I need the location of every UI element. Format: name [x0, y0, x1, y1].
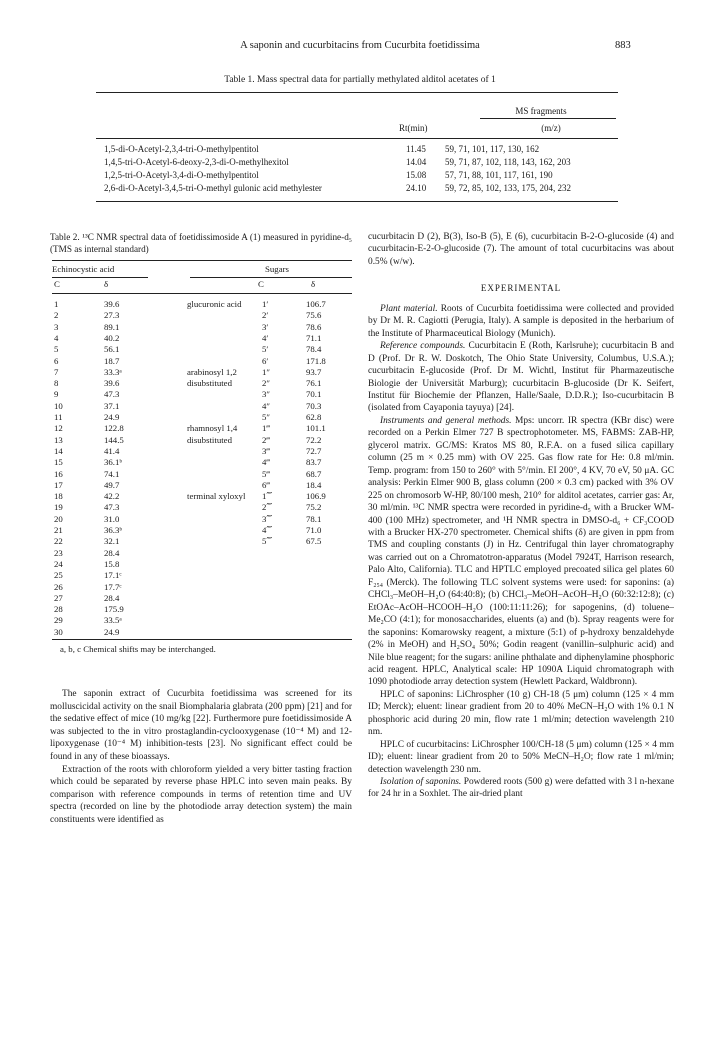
- table-row: [104, 170, 618, 182]
- sugar-shift: 76.1: [306, 378, 322, 389]
- sugar-name: arabinosyl 1,2: [187, 366, 237, 377]
- carbon-shift: 36.3ᵇ: [104, 525, 123, 535]
- table-row: [52, 435, 352, 446]
- carbon-shift: 33.5ᵃ: [104, 615, 122, 626]
- carbon-shift: 42.2: [104, 491, 120, 502]
- section-heading: EXPERIMENTAL: [480, 283, 562, 294]
- table2-col-sugar-c: C: [258, 279, 264, 289]
- table2-top-rule: [52, 260, 352, 261]
- sugar-carbon: 4⁗: [262, 525, 273, 535]
- table-row: [52, 627, 352, 638]
- carbon-number: 25: [54, 570, 63, 581]
- table1-top-rule: [96, 92, 618, 93]
- table2-group-echinocystic: Echinocystic acid: [52, 264, 115, 274]
- carbon-number: 21: [54, 525, 63, 535]
- sugar-shift: 106.9: [306, 491, 326, 502]
- carbon-number: 11: [54, 412, 63, 422]
- sugar-name: terminal xyloxyl: [187, 491, 246, 502]
- carbon-shift: 47.3: [104, 502, 120, 513]
- carbon-number: 17: [54, 479, 63, 490]
- page-number: 883: [615, 40, 631, 51]
- sugar-carbon: 1″: [262, 366, 271, 377]
- carbon-number: 10: [54, 400, 63, 411]
- alditol-name: 2,6-di-O-Acetyl-3,4,5-tri-O-methyl gulonic acid methylester: [104, 183, 322, 193]
- sugar-shift: 67.5: [306, 536, 322, 547]
- table-row: [52, 333, 352, 344]
- table1-bottom-rule: [96, 201, 618, 202]
- carbon-shift: 39.6: [104, 378, 120, 389]
- carbon-shift: 17.7ᶜ: [104, 581, 122, 592]
- table-row: [52, 548, 352, 559]
- paragraph: [368, 689, 674, 739]
- carbon-number: 16: [54, 468, 63, 479]
- table-row: [52, 356, 352, 367]
- carbon-shift: 28.4: [104, 547, 120, 558]
- sugar-shift: 72.2: [306, 434, 322, 445]
- table-row: [52, 604, 352, 615]
- right-column-text: [368, 231, 674, 801]
- table1-caption: Table 1. Mass spectral data for partially methylated alditol acetates of 1: [224, 75, 496, 85]
- paragraph-text: Roots of Cucurbita foetidissima were collected and provided by Dr M. R. Cagiotti (Perugia, Italy). A sample is deposited in the herbarium of the Institute of Pharmaceutical Biology (Munich).: [368, 303, 674, 339]
- paragraph-text: HPLC of saponins: LiChrospher (10 g) CH-18 (5 μm) column (125 × 4 mm ID; Merck); eluent: linear gradient from 20 to 40% MeCN–H₂O with 1% 0.1 N phosphoric acid during 20 min, flow rate 1 ml/min; detection wavelength 210 nm.: [368, 689, 674, 738]
- table2-col-c: C: [54, 279, 60, 289]
- paragraph-text: HPLC of cucurbitacins: LiChrospher 100/CH-18 (5 μm) column (125 × 4 mm ID); eluent: linear gradient from 20 to 50% MeCN–H₂O; flow rate 1 ml/min; detection wavelength 230 nm.: [368, 739, 674, 775]
- table-row: [52, 389, 352, 400]
- carbon-number: 22: [54, 536, 63, 547]
- carbon-shift: 56.1: [104, 344, 120, 355]
- sugar-shift: 101.1: [306, 423, 326, 434]
- carbon-number: 27: [54, 592, 63, 603]
- table2-col-sugar-delta: δ: [311, 279, 316, 289]
- carbon-shift: 47.3: [104, 389, 120, 400]
- run-in-heading: Reference compounds.: [380, 341, 466, 352]
- carbon-number: 6: [54, 355, 59, 366]
- alditol-name: 1,4,5-tri-O-Acetyl-6-deoxy-2,3-di-O-methylhexitol: [104, 157, 289, 167]
- carbon-number: 30: [54, 626, 63, 637]
- table-row: [52, 480, 352, 491]
- table-row: [52, 412, 352, 423]
- sugar-carbon: 1⁗: [262, 491, 273, 502]
- carbon-number: 28: [54, 604, 63, 615]
- sugar-shift: 78.1: [306, 513, 322, 524]
- sugar-carbon: 4‴: [262, 457, 271, 468]
- carbon-number: 15: [54, 457, 63, 468]
- table2-caption: Table 2. ¹³C NMR spectral data of foetidissimoside A (1) measured in pyridine-d₅ (TMS as internal standard): [50, 232, 352, 254]
- table2-header-rule: [52, 293, 352, 294]
- carbon-shift: 28.4: [104, 592, 120, 603]
- carbon-number: 1: [54, 299, 59, 309]
- carbon-shift: 37.1: [104, 400, 120, 411]
- table-row: [52, 536, 352, 547]
- ms-fragments: 59, 71, 101, 117, 130, 162: [445, 144, 540, 154]
- sugar-shift: 18.4: [306, 479, 322, 490]
- carbon-number: 24: [54, 558, 63, 569]
- table2-footnote: a, b, c Chemical shifts may be interchanged.: [60, 644, 216, 654]
- sugar-carbon: 5″: [262, 412, 271, 422]
- sugar-shift: 78.6: [306, 321, 322, 332]
- sugar-name: glucuronic acid: [187, 299, 242, 309]
- carbon-shift: 18.7: [104, 355, 120, 366]
- table2-group2-rule: [190, 277, 352, 278]
- table1-ms-rule: [480, 118, 616, 119]
- table-row: [52, 559, 352, 570]
- carbon-number: 20: [54, 513, 63, 524]
- carbon-shift: 89.1: [104, 321, 120, 332]
- sugar-shift: 68.7: [306, 468, 322, 479]
- carbon-shift: 122.8: [104, 423, 124, 434]
- alditol-name: 1,2,5-tri-O-Acetyl-3,4-di-O-methylpentitol: [104, 170, 259, 180]
- table1-ms-header: MS fragments: [515, 106, 567, 116]
- carbon-shift: 74.1: [104, 468, 120, 479]
- carbon-number: 7: [54, 366, 59, 377]
- paragraph-text: Cucurbitacin E (Roth, Karlsruhe); cucurbitacin B and D (Prof. Dr R. W. Doskotch, The Ohio State University, Columbus, U.S.A.); cucurbitacin E-glucoside (Prof. Dr M. Wichtl, Institut für Pharmazeutische Biologie der Universität Marburg); cucurbitacin B-glucoside (Dr K. Seifert, Institut für Biochemie der Pflanzen, Halle/Saale, D.D.R.); Iso-cucurbitacin B (isolated from Cayaponia tayuya) [24].: [368, 341, 674, 414]
- paragraph: The saponin extract of Cucurbita foetidissima was screened for its molluscicidal activity on the snail Biomphalaria glabrata (200 ppm) [21] and for the sedative effect of mice (10 mg/kg [22]. Furthermore pure foetidissimoside A was subjected to the in vitro prostaglandin-cyclooxygenase (10⁻⁴ M) and 12-lipoxygenase (10⁻⁴ M) inhibition-tests [23]. No significant effect could be found in any of these bioassays.: [50, 689, 352, 762]
- sugar-shift: 70.1: [306, 389, 322, 400]
- carbon-number: 23: [54, 547, 63, 558]
- sugar-carbon: 3⁗: [262, 513, 273, 524]
- carbon-shift: 32.1: [104, 536, 120, 547]
- table1-rt-header: Rt(min): [399, 123, 428, 133]
- carbon-shift: 33.3ᵃ: [104, 366, 122, 377]
- carbon-shift: 27.3: [104, 310, 120, 321]
- left-column-text: [50, 688, 352, 827]
- carbon-number: 5: [54, 344, 59, 355]
- sugar-carbon: 2′: [262, 310, 269, 321]
- run-in-heading: Instruments and general methods.: [380, 415, 512, 426]
- table-row: [52, 344, 352, 355]
- table-row: [52, 367, 352, 378]
- sugar-carbon: 5′: [262, 344, 269, 355]
- sugar-carbon: 2‴: [262, 434, 271, 445]
- carbon-shift: 41.4: [104, 445, 120, 456]
- carbon-shift: 15.8: [104, 558, 120, 569]
- table-row: [52, 299, 352, 310]
- sugar-name: rhamnosyl 1,4: [187, 423, 238, 434]
- sugar-shift: 83.7: [306, 457, 322, 468]
- sugar-carbon: 3′: [262, 321, 269, 332]
- sugar-shift: 75.2: [306, 502, 322, 513]
- run-in-heading: Plant material.: [380, 303, 438, 314]
- table-row: [52, 310, 352, 321]
- sugar-carbon: 5⁗: [262, 536, 273, 547]
- carbon-shift: 144.5: [104, 434, 124, 445]
- table-row: [52, 457, 352, 468]
- table2-group1-rule: [52, 277, 148, 278]
- sugar-carbon: 2⁗: [262, 502, 273, 513]
- carbon-shift: 24.9: [104, 412, 120, 422]
- retention-time: 24.10: [406, 183, 427, 193]
- table-row: [104, 183, 618, 195]
- running-title: A saponin and cucurbitacins from Cucurbita foetidissima: [240, 40, 480, 51]
- sugar-shift: 75.6: [306, 310, 322, 321]
- carbon-shift: 40.2: [104, 332, 120, 343]
- table-row: [52, 593, 352, 604]
- ms-fragments: 57, 71, 88, 101, 117, 161, 190: [445, 170, 553, 180]
- table-row: [52, 514, 352, 525]
- paragraph: [368, 739, 674, 776]
- ms-fragments: 59, 71, 87, 102, 118, 143, 162, 203: [445, 157, 571, 167]
- table-row: [52, 491, 352, 502]
- table-row: [52, 502, 352, 513]
- carbon-number: 29: [54, 615, 63, 626]
- carbon-shift: 31.0: [104, 513, 120, 524]
- run-in-heading: Isolation of saponins.: [380, 777, 462, 788]
- carbon-shift: 175.9: [104, 604, 124, 615]
- carbon-number: 14: [54, 445, 63, 456]
- carbon-number: 9: [54, 389, 59, 400]
- sugar-shift: 106.7: [306, 299, 326, 309]
- table-row: [52, 401, 352, 412]
- carbon-shift: 36.1ᵇ: [104, 457, 123, 468]
- retention-time: 14.04: [406, 157, 427, 167]
- table-row: [52, 322, 352, 333]
- sugar-shift: 71.1: [306, 332, 322, 343]
- paragraph: [368, 303, 674, 340]
- retention-time: 11.45: [406, 144, 426, 154]
- sugar-name: disubstituted: [187, 378, 232, 389]
- sugar-shift: 93.7: [306, 366, 322, 377]
- sugar-carbon: 4″: [262, 400, 271, 411]
- carbon-shift: 24.9: [104, 626, 120, 637]
- table-row: [52, 525, 352, 536]
- sugar-carbon: 2″: [262, 378, 271, 389]
- carbon-number: 2: [54, 310, 59, 321]
- paragraph: Extraction of the roots with chloroform yielded a very bitter tasting fraction which could be separated by reverse phase HPLC into seven main peaks. By comparison with reference compounds in terms of retention time and UV spectra (recorded on line by the photodiode array detection system) the main constituents were identified as: [50, 764, 352, 825]
- table1-header-rule: [96, 138, 618, 139]
- carbon-number: 4: [54, 332, 59, 343]
- retention-time: 15.08: [406, 170, 427, 180]
- paragraph: [368, 340, 674, 415]
- carbon-number: 19: [54, 502, 63, 513]
- intro-paragraph: cucurbitacin D (2), B(3), Iso-B (5), E (6), cucurbitacin B-2-O-glucoside (4) and cucurbitacin-E-2-O-glucoside (7). The amount of total cucurbitacins was about 0.5% (w/w).: [368, 232, 674, 267]
- paragraph: [368, 776, 674, 801]
- table-row: [52, 446, 352, 457]
- carbon-shift: 39.6: [104, 299, 120, 309]
- sugar-carbon: 6′: [262, 355, 269, 366]
- table-row: [52, 378, 352, 389]
- sugar-name: disubstituted: [187, 434, 232, 445]
- table2-col-delta: δ: [104, 279, 109, 289]
- table-row: [52, 570, 352, 581]
- table-row: [52, 469, 352, 480]
- sugar-shift: 171.8: [306, 355, 326, 366]
- ms-fragments: 59, 72, 85, 102, 133, 175, 204, 232: [445, 183, 571, 193]
- carbon-number: 13: [54, 434, 63, 445]
- sugar-shift: 62.8: [306, 412, 322, 422]
- sugar-shift: 70.3: [306, 400, 322, 411]
- sugar-carbon: 1‴: [262, 423, 271, 434]
- table2-bottom-rule: [52, 639, 352, 640]
- sugar-carbon: 3‴: [262, 445, 271, 456]
- alditol-name: 1,5-di-O-Acetyl-2,3,4-tri-O-methylpentitol: [104, 144, 259, 154]
- table2-group-sugars: Sugars: [265, 264, 289, 274]
- sugar-carbon: 6‴: [262, 479, 271, 490]
- table1-mz-header: (m/z): [541, 123, 561, 133]
- paragraph-text: Mps: uncorr. IR spectra (KBr disc) were recorded on a Perkin Elmer 727 B spectrophotometer. MS, FABMS: ZAB-HP, glycerol matrix. GC/MS: Kratos MS 80, R.F.A. on a fused silica capillary column (25 m × 0.25 mm) with OV 225. Gas flow rate for He: 0.8 ml/min. Temp. program: from 150 to 260° with 5°/min. EI 200°, 4 KV, 70 eV, 50 μA. GC analysis: Perkin Elmer 900 B, glass column (200 × 0.3 cm) packed with 3% OV 225 on chromosorb W-HP, 80/100 mesh, 210° for alditol acetates, carrier gas: Ar, 30 ml/min. ¹³C NMR spectra were recorded in pyridine-d₅ with a Brucker WM-400 (100 MHz) spectrometer, and ¹H NMR spectra in DMSO-d₆ + CF₃COOD with a Brucker HX-270 spectrometer. Chemical shifts (δ) are given in ppm from TMS and coupling constants (J) in Hz. Centrifugal thin layer chromatography was carried out on a Chromatotron-apparatus (Model 7924T, Harrison research, Palo Alto, California). TLC and HPTLC employed precoated silica gel plates 60 F₂₅₄ (Merck). The following TLC solvent systems were used: for saponins: (a) CHCl₃–MeOH–H₂O (64:40:8); (b) CHCl₃–MeOH–AcOH–H₂O (60:32:12:8); (c) EtOAc–AcOH–HCOOH–H₂O (100:11:11:26); for sapogenins, (d) toluene–Me₂CO (4:1); for monosaccharides, eluents (a) and (b). Spray reagents were for the saponins: Komarowsky reagent, a mixture (5:1) of p-hydroxy benzaldehyde (2% in MeOH) and H₂SO₄ 50%; Godin reagent (vanillin–sulphuric acid) and Nile blue reagent; for the sugars: aniline phthalate and diphenylamine phosphoric acid reagent. HPLC, Analytical scale: HP 1090A Liquid chromatograph with 1090 photodiode array detection system (Hewlett Packard, Waldbronn).: [368, 415, 674, 688]
- table-row: [52, 423, 352, 434]
- sugar-shift: 71.0: [306, 525, 322, 535]
- carbon-number: 3: [54, 321, 59, 332]
- carbon-shift: 49.7: [104, 479, 120, 490]
- paragraph-text: Powdered roots (500 g) were defatted with 3 l n-hexane for 24 hr in a Soxhlet. The air-dried plant: [368, 777, 674, 800]
- sugar-carbon: 3″: [262, 389, 271, 400]
- carbon-number: 26: [54, 581, 63, 592]
- sugar-shift: 78.4: [306, 344, 322, 355]
- carbon-number: 12: [54, 423, 63, 434]
- sugar-carbon: 1′: [262, 299, 269, 309]
- sugar-carbon: 4′: [262, 332, 269, 343]
- carbon-number: 18: [54, 491, 63, 502]
- paragraph: [368, 415, 674, 689]
- sugar-carbon: 5‴: [262, 468, 271, 479]
- table-row: [52, 582, 352, 593]
- table-row: [52, 615, 352, 626]
- carbon-number: 8: [54, 378, 59, 389]
- table-row: [104, 144, 618, 156]
- carbon-shift: 17.1ᶜ: [104, 570, 122, 581]
- table-row: [104, 157, 618, 169]
- sugar-shift: 72.7: [306, 445, 322, 456]
